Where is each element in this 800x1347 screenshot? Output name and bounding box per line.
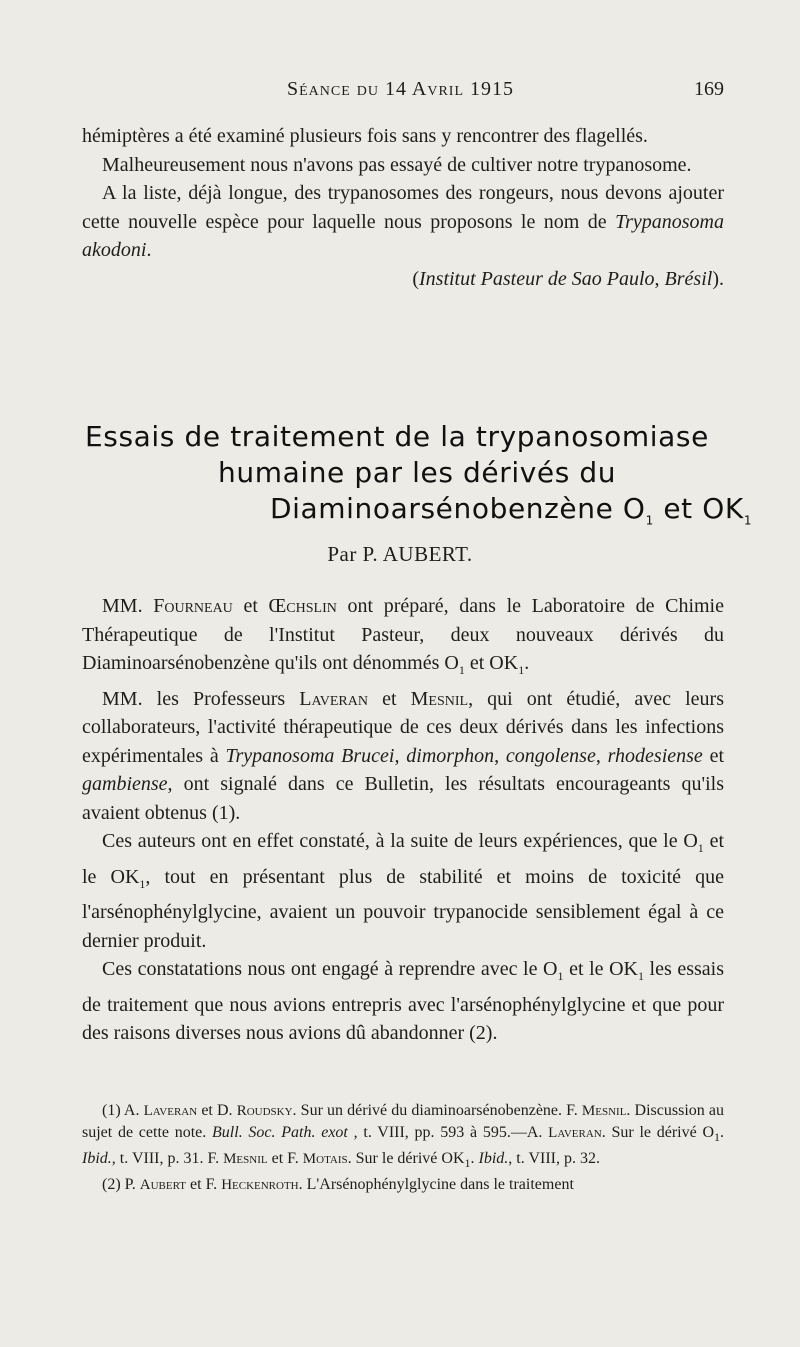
paragraph: Malheureusement nous n'avons pas essayé de cultiver notre trypanosome. [102,153,692,176]
article-byline: Par P. AUBERT. [327,542,473,566]
paragraph: A la liste, déjà longue, des trypanosomes des rongeurs, nous devons ajouter cette nouvelle espèce pour laquelle nous proposons le nom de Trypanosoma akodoni. [82,182,724,261]
paragraph: MM. les Professeurs Laveran et Mesnil, qui ont étudié, avec leurs collaborateurs, l'activité thérapeutique de ces deux dérivés dans les infections expérimentales à Trypanosoma Brucei, dimorphon, congolense, rhodesiense et gambiense, ont signalé dans ce Bulletin, les résultats encourageants qu'ils avaient obtenus (1). [82,687,725,824]
running-head [82,74,724,108]
article-body [82,592,724,1048]
footnotes [82,1100,724,1196]
preceding-article-end [82,122,724,293]
author-affiliation: (Institut Pasteur de Sao Paulo, Brésil). [412,267,724,290]
paragraph: hémiptères a été examiné plusieurs fois sans y rencontrer des flagellés. [82,125,648,147]
species-name: Trypanosoma akodoni [82,210,724,261]
article-title-line-2: humaine par les dérivés du [218,456,617,489]
article-title-line-1: Essais de traitement de la trypanosomiase [85,420,709,453]
page-number: 169 [694,78,724,100]
footnote-2: (2) P. Aubert et F. Heckenroth. L'Arsénophénylglycine dans le traitement [102,1176,574,1194]
paragraph: MM. Fourneau et Œchslin ont préparé, dans le Laboratoire de Chimie Thérapeutique de l'Institut Pasteur, deux nouveaux dérivés du Diaminoarsénobenzène qu'ils ont dénommés $O_1$ et $OK_1$. [82,595,724,677]
running-head-title: Séance du 14 Avril 1915 [287,78,515,100]
footnote-1: (1) A. Laveran et D. Roudsky. Sur un dérivé du diaminoarsénobenzène. F. Mesnil. Discussion au sujet de cette note. Bull. Soc. Path. exot , t. VIII, pp. 593 à 595.—A. Laveran. Sur le dérivé $O_1$. Ibid., t. VIII, p. 31. F. Mesnil et F. Motais. Sur le dérivé $OK_1$. Ibid., t. VIII, p. 32. [82,1102,725,1171]
paragraph: Ces auteurs ont en effet constaté, à la suite de leurs expériences, que le $O_1$ et le $OK_1$, tout en présentant plus de stabilité et moins de toxicité que l'arsénophénylglycine, avaient un pouvoir trypanocide sensiblement égal à ce dernier produit. [82,830,725,952]
article-title-line-3: Diaminoarsénobenzène $O_1$ et $OK_1$ [270,492,753,528]
paragraph: Ces constatations nous ont engagé à reprendre avec le $O_1$ et le $OK_1$ les essais de traitement que nous avions entrepris avec l'arsénophénylglycine et que pour des raisons diverses nous avions dû abandonner (2). [82,958,724,1044]
